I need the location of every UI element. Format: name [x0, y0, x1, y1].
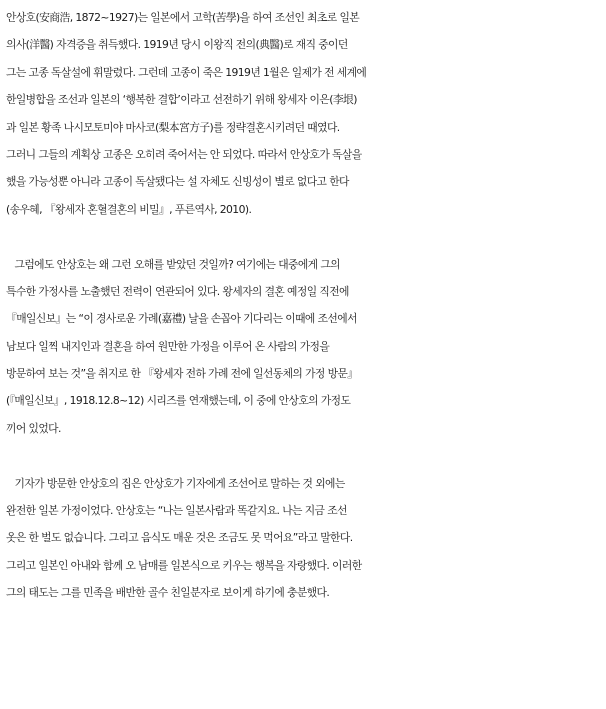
text-line: 특수한 가정사를 노출했던 전력이 연관되어 있다. 왕세자의 결혼 예정일 직전에	[6, 284, 349, 298]
paragraph-spacer	[6, 223, 606, 250]
text-line: 그는 고종 독살설에 휘말렸다. 그런데 고종이 죽은 1919년 1월은 일제가 전 세계에	[6, 65, 367, 79]
text-line: (『매일신보』, 1918.12.8~12) 시리즈를 연재했는데, 이 중에 안상호의 가정도	[6, 394, 351, 408]
text-line: 남보다 일찍 내지인과 결혼을 하여 원만한 가정을 이루어 온 사람의 가정을	[6, 339, 330, 353]
text-line: 기자가 방문한 안상호의 집은 안상호가 기자에게 조선어로 말하는 것 외에는	[6, 476, 345, 490]
text-line: 그리고 일본인 아내와 함께 오 남매를 일본식으로 키우는 행복을 자랑했다. 이러한	[6, 558, 362, 572]
text-line: 한일병합을 조선과 일본의 ‘행복한 결합’이라고 선전하기 위해 왕세자 이은(李垠)	[6, 93, 357, 107]
text-line: 그러니 그들의 계획상 고종은 오히려 죽어서는 안 되었다. 따라서 안상호가 독살을	[6, 147, 362, 161]
text-line: 방문하여 보는 것”을 취지로 한 『왕세자 전하 가례 전에 일선동체의 가정 방문』	[6, 367, 358, 381]
text-line: 안상호(安商浩, 1872~1927)는 일본에서 고학(苦學)을 하여 조선인 최초로 일본	[6, 11, 360, 24]
paragraph-1	[6, 4, 606, 223]
text-line: 끼어 있었다.	[6, 421, 61, 435]
text-line: 옷은 한 벌도 없습니다. 그리고 음식도 매운 것은 조금도 못 먹어요”라고 말한다.	[6, 531, 353, 545]
text-line: 그럼에도 안상호는 왜 그런 오해를 받았던 것일까? 여기에는 대중에게 그의	[6, 257, 341, 271]
text-line: 완전한 일본 가정이었다. 안상호는 “나는 일본사람과 똑같지요. 나는 지금 조선	[6, 504, 347, 518]
text-line: (송우혜, 『왕세자 혼혈결혼의 비밀』, 푸른역사, 2010).	[6, 202, 252, 216]
paragraph-3	[6, 470, 606, 607]
text-line: 했을 가능성뿐 아니라 고종이 독살됐다는 설 자체도 신빙성이 별로 없다고 한다	[6, 175, 349, 189]
text-line: 그의 태도는 그를 민족을 배반한 골수 친일분자로 보이게 하기에 충분했다.	[6, 586, 330, 600]
text-line: 의사(洋醫) 자격증을 취득했다. 1919년 당시 이왕직 전의(典醫)로 재직 중이던	[6, 38, 348, 52]
paragraph-spacer	[6, 442, 606, 469]
text-line: 과 일본 황족 나시모토미야 마사코(梨本宮方子)를 정략결혼시키려던 때였다.	[6, 120, 340, 134]
text-line: 『매일신보』는 “이 경사로운 가례(嘉禮) 날을 손꼽아 기다리는 이때에 조선에서	[6, 312, 357, 326]
paragraph-2	[6, 251, 606, 443]
